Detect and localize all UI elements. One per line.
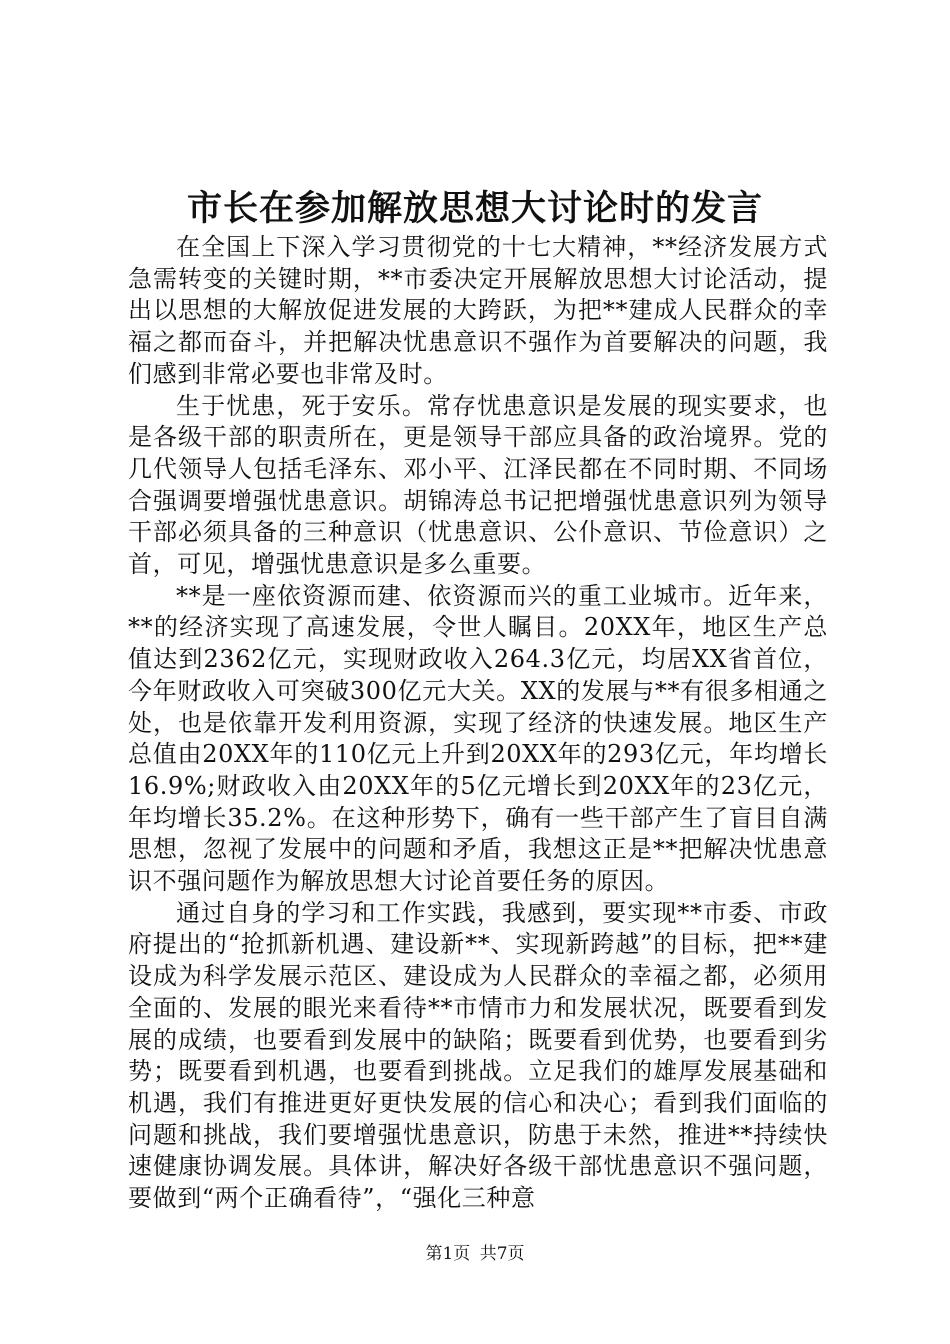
paragraph-4: 通过自身的学习和工作实践，我感到，要实现**市委、市政府提出的“抢抓新机遇、建设新**、实现新跨越”的目标，把**建设成为科学发展示范区、建设成为人民群众的幸福之都，必须用全面的、发展的眼光来看待**市情市力和发展状况，既要看到发展的成绩，也要看到发展中的缺陷；既要看到优势，也要看到劣势；既要看到机遇，也要看到挑战。立足我们的雄厚发展基础和机遇，我们有推进更好更快发展的信心和决心；看到我们面临的问题和挑战，我们要增强忧患意识，防患于未然，推进**持续快速健康协调发展。具体讲，解决好各级干部忧患意识不强问题，要做到“两个正确看待”，“强化三种意 bbox=[128, 898, 828, 1213]
page-footer bbox=[0, 1243, 950, 1265]
paragraph-1: 在全国上下深入学习贯彻党的十七大精神，**经济发展方式急需转变的关键时期，**市委决定开展解放思想大讨论活动，提出以思想的大解放促进发展的大跨跃，为把**建成人民群众的幸福之都而奋斗，并把解决忧患意识不强作为首要解决的问题，我们感到非常必要也非常及时。 bbox=[128, 233, 828, 388]
paragraph-3: **是一座依资源而建、依资源而兴的重工业城市。近年来，**的经济实现了高速发展，令世人瞩目。20XX年，地区生产总值达到2362亿元，实现财政收入264.3亿元，均居XX省首位，今年财政收入可突破300亿元大关。XX的发展与**有很多相通之处，也是依靠开发利用资源，实现了经济的快速发展。地区生产总值由20XX年的110亿元上升到20XX年的293亿元，年均增长16.9%;财政收入由20XX年的5亿元增长到20XX年的23亿元，年均增长35.2%。在这种形势下，确有一些干部产生了盲目自满思想，忽视了发展中的问题和矛盾，我想这正是**把解决忧患意识不强问题作为解放思想大讨论首要任务的原因。 bbox=[128, 581, 828, 896]
paragraph-2: 生于忧患，死于安乐。常存忧患意识是发展的现实要求，也是各级干部的职责所在，更是领导干部应具备的政治境界。党的几代领导人包括毛泽东、邓小平、江泽民都在不同时期、不同场合强调要增强忧患意识。胡锦涛总书记把增强忧患意识列为领导干部必须具备的三种意识（忧患意识、公仆意识、节俭意识）之首，可见，增强忧患意识是多么重要。 bbox=[128, 391, 828, 579]
page-total: 共7页 bbox=[479, 1244, 525, 1264]
document-body bbox=[128, 232, 828, 1215]
document-title: 市长在参加解放思想大讨论时的发言 bbox=[186, 188, 763, 229]
page-number: 第1页 bbox=[425, 1244, 471, 1264]
